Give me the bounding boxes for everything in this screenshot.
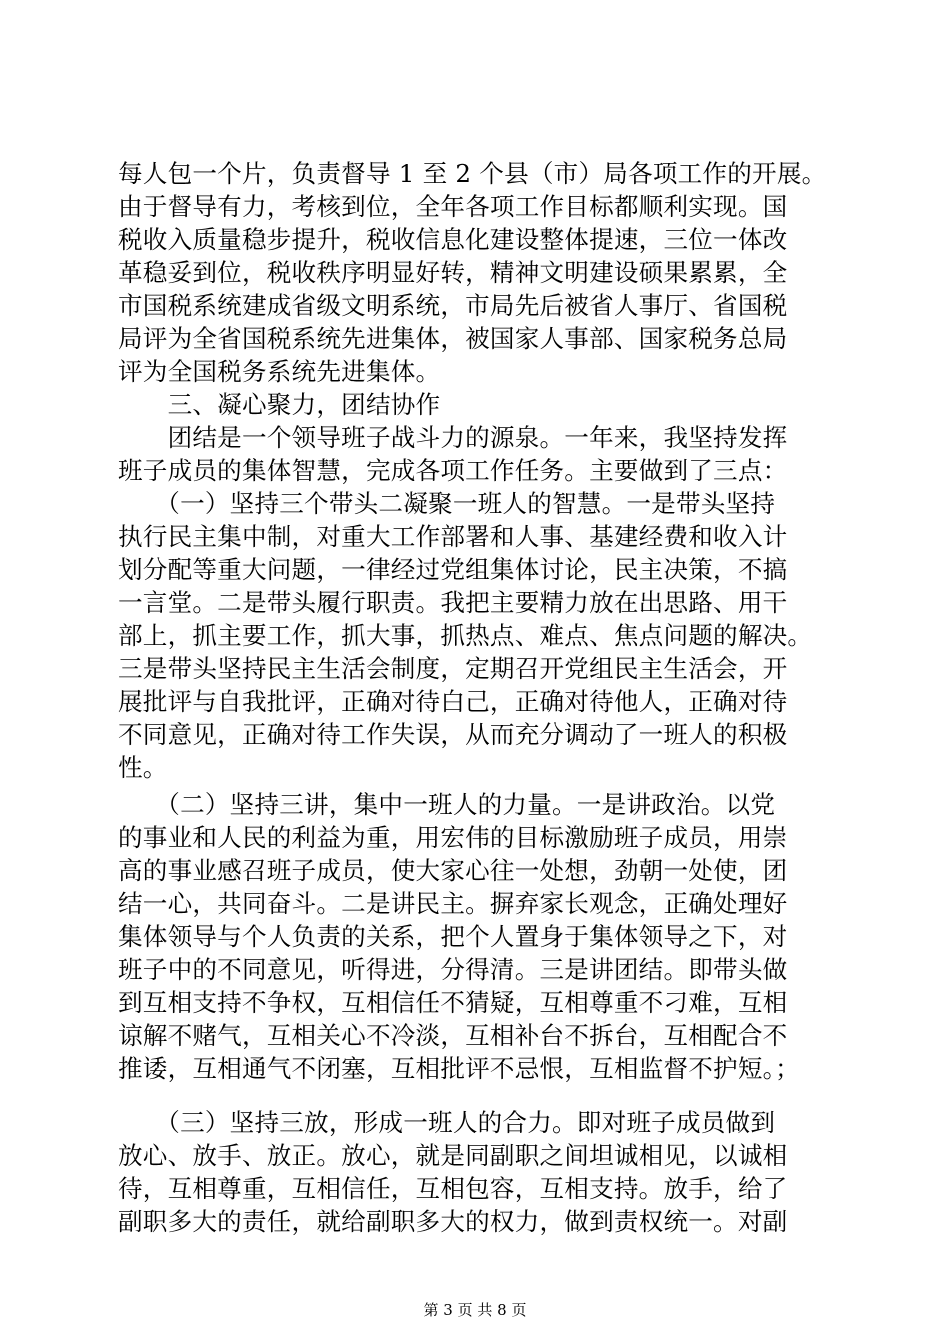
text-line: 高的事业感召班子成员，使大家心往一处想，劲朝一处使，团 [118, 856, 788, 885]
text-line: 放心、放手、放正。放心，就是同副职之间坦诚相见，以诚相 [118, 1141, 788, 1170]
text-line: 性。 [118, 753, 168, 782]
text-line: 市国税系统建成省级文明系统，市局先后被省人事厅、省国税 [118, 291, 788, 320]
text-line: 待，互相尊重，互相信任，互相包容，互相支持。放手，给了 [118, 1174, 788, 1203]
text-line: 每人包一个片，负责督导 1 至 2 个县（市）局各项工作的开展。 [118, 159, 827, 188]
text-line: 由于督导有力，考核到位，全年各项工作目标都顺利实现。国 [118, 192, 788, 221]
text-line: 团结是一个领导班子战斗力的源泉。一年来，我坚持发挥 [118, 423, 788, 452]
text-line: 部上，抓主要工作，抓大事，抓热点、难点、焦点问题的解决。 [118, 621, 813, 650]
text-line: 评为全国税务系统先进集体。 [118, 357, 441, 386]
text-line: 不同意见，正确对待工作失误，从而充分调动了一班人的积极 [118, 720, 788, 749]
text-line: 谅解不赌气，互相关心不冷淡，互相补台不拆台，互相配合不 [118, 1021, 788, 1050]
text-line: 集体领导与个人负责的关系，把个人置身于集体领导之下，对 [118, 922, 788, 951]
text-line: 展批评与自我批评，正确对待白己，正确对待他人，正确对待 [118, 687, 788, 716]
text-line: 推诿，互相通气不闭塞，互相批评不忌恨，互相监督不护短。； [118, 1054, 800, 1083]
section-heading: 三、凝心聚力，团结协作 [118, 390, 441, 419]
text-line: 划分配等重大问题，一律经过党组集体讨论，民主决策，不搞 [118, 555, 788, 584]
text-line: 班子中的不同意见，听得进，分得清。三是讲团结。即带头做 [118, 955, 788, 984]
text-line: 执行民主集中制，对重大工作部署和人事、基建经费和收入计 [118, 522, 788, 551]
text-line: （二）坚持三讲，集中一班人的力量。一是讲政治。以党 [118, 790, 776, 819]
text-line: （三）坚持三放，形成一班人的合力。即对班子成员做到 [118, 1108, 776, 1137]
text-line: 的事业和人民的利益为重，用宏伟的目标激励班子成员，用崇 [118, 823, 788, 852]
text-line: 局评为全省国税系统先进集体，被国家人事部、国家税务总局 [118, 324, 788, 353]
text-line: 结一心，共同奋斗。二是讲民主。摒弃家长观念，正确处理好 [118, 889, 788, 918]
text-line: （一）坚持三个带头二凝聚一班人的智慧。一是带头坚持 [118, 489, 776, 518]
text-line: 革稳妥到位，税收秩序明显好转，精神文明建设硕果累累，全 [118, 258, 788, 287]
text-line: 到互相支持不争权，互相信任不猜疑，互相尊重不刁难，互相 [118, 988, 788, 1017]
page-number-label: 第 3 页 共 8 页 [423, 1301, 527, 1319]
text-line: 班子成员的集体智慧，完成各项工作任务。主要做到了三点： [118, 456, 788, 485]
text-line: 一言堂。二是带头履行职责。我把主要精力放在出思路、用干 [118, 588, 788, 617]
text-line: 副职多大的责任，就给副职多大的权力，做到责权统一。对副 [118, 1207, 788, 1236]
text-line: 税收入质量稳步提升，税收信息化建设整体提速，三位一体改 [118, 225, 788, 254]
page-footer [0, 1300, 950, 1320]
text-line: 三是带头坚持民主生活会制度，定期召开党组民主生活会，开 [118, 654, 788, 683]
